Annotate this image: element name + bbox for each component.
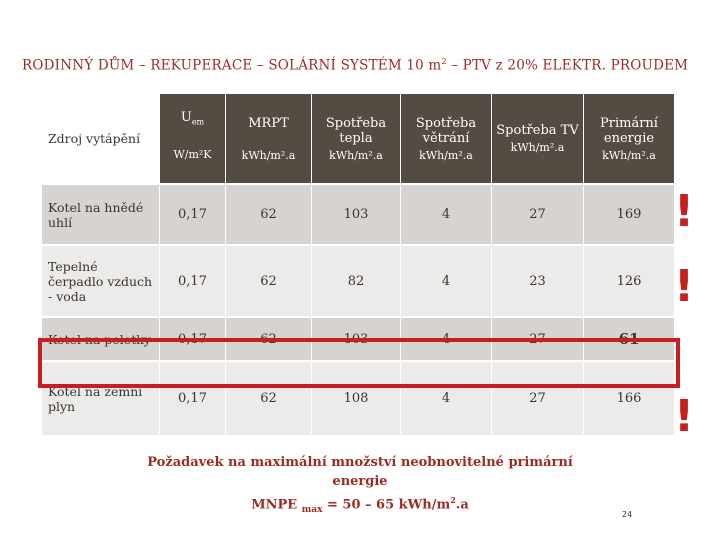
column-header-heat-consumption: Spotřeba tepla kWh/m².a	[312, 94, 401, 185]
table-cell: 0,17	[160, 318, 226, 362]
warning-exclamation-icon: !	[674, 186, 695, 237]
table-cell: 0,17	[160, 246, 226, 318]
row-label: Kotel na peletky	[42, 318, 160, 362]
table-cell: 23	[492, 246, 584, 318]
table-row	[42, 246, 674, 318]
table-cell: 0,17	[160, 185, 226, 246]
table-cell: 4	[401, 246, 492, 318]
table-cell: 27	[492, 362, 584, 437]
column-header-ventilation-consumption: Spotřeba větrání kWh/m².a	[401, 94, 492, 185]
table-cell: 0,17	[160, 362, 226, 437]
row-header-label: Zdroj vytápění	[42, 94, 160, 185]
row-label: Kotel na hnědé uhlí	[42, 185, 160, 246]
table-cell-primary-energy-best: 61	[584, 318, 674, 362]
table-cell: 103	[312, 318, 401, 362]
highlight-frame	[38, 338, 680, 388]
table-cell: 62	[226, 318, 312, 362]
table-cell: 62	[226, 185, 312, 246]
row-label: Tepelné čerpadlo vzduch - voda	[42, 246, 160, 318]
table-cell: 4	[401, 318, 492, 362]
table-cell: 103	[312, 185, 401, 246]
table-cell: 166	[584, 362, 674, 437]
requirement-line1: Požadavek na maximální množství neobnovitelné primární energie	[147, 455, 573, 489]
column-header-hot-water-consumption: Spotřeba TV kWh/m².a	[492, 94, 584, 185]
table-cell: 4	[401, 185, 492, 246]
warning-exclamation-icon: !	[674, 261, 695, 312]
requirement-line2: MNPE $_{max}$ = 50 – 65 kWh/$m^2.a$	[251, 495, 469, 515]
warning-exclamation-icon: !	[674, 391, 695, 442]
page-number: 24	[622, 510, 633, 519]
table-cell: 108	[312, 362, 401, 437]
table-cell: 4	[401, 362, 492, 437]
table-cell: 27	[492, 318, 584, 362]
table-cell: 169	[584, 185, 674, 246]
table-header-row	[42, 94, 674, 185]
column-header-mrpt: MRPT kWh/m².a	[226, 94, 312, 185]
column-header-primary-energy: Primární energie kWh/m².a	[584, 94, 674, 185]
requirement-note	[120, 453, 600, 520]
row-label: Kotel na zemní plyn	[42, 362, 160, 437]
table-cell: 62	[226, 246, 312, 318]
slide-title: RODINNÝ DŮM – REKUPERACE – SOLÁRNÍ SYSTÉM 10 $m^2$ – PTV z 20% ELEKTR. PROUDEM	[22, 57, 689, 74]
table-cell: 62	[226, 362, 312, 437]
table-cell: 27	[492, 185, 584, 246]
column-header-uem: $U_{em}$ W/m²K	[160, 94, 226, 185]
table-cell: 126	[584, 246, 674, 318]
table-row	[42, 185, 674, 246]
table-cell: 82	[312, 246, 401, 318]
